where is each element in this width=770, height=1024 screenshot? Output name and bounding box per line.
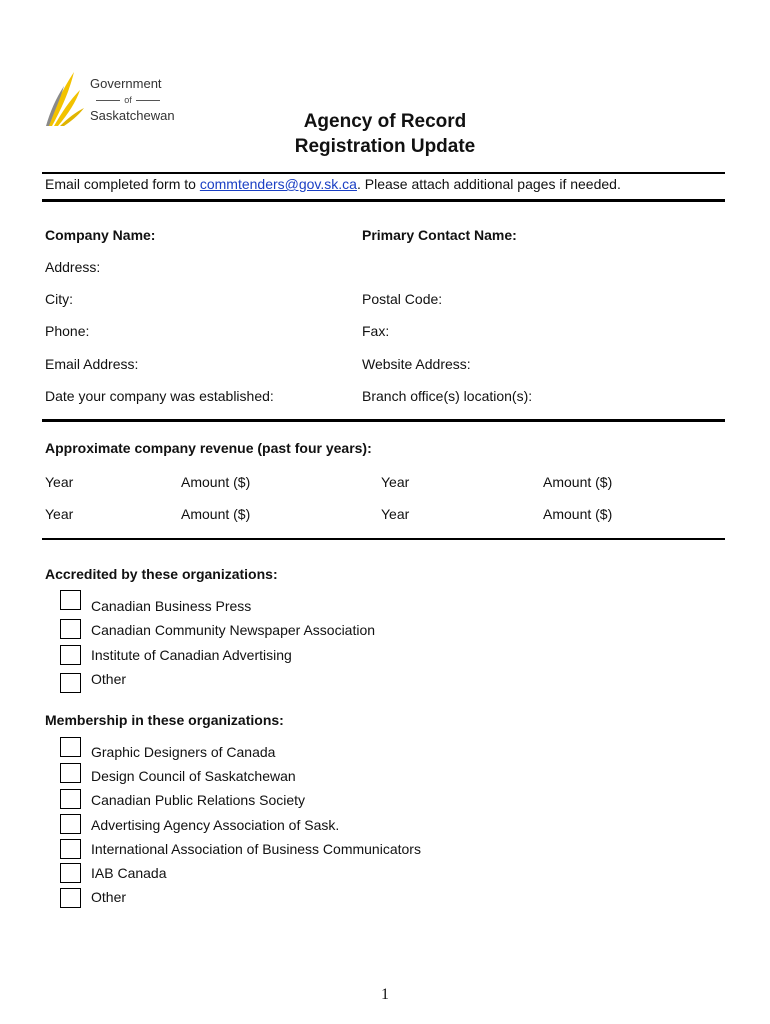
company-name-label: Company Name: [45, 227, 156, 243]
membership-checkbox-2[interactable] [60, 763, 81, 783]
primary-contact-label: Primary Contact Name: [362, 227, 517, 243]
revenue-amount-2: Amount ($) [543, 474, 613, 490]
page-number: 1 [381, 986, 389, 1003]
accredited-checkbox-1[interactable] [60, 590, 81, 610]
divider [42, 172, 725, 174]
membership-checkbox-1[interactable] [60, 737, 81, 757]
email-link[interactable]: commtenders@gov.sk.ca [199, 176, 357, 192]
email-address-label: Email Address: [45, 356, 139, 372]
logo-line-3: Saskatchewan [90, 108, 175, 123]
divider [42, 199, 725, 202]
revenue-amount-4: Amount ($) [543, 506, 613, 522]
revenue-year-4: Year [381, 506, 410, 522]
logo-line-2: of [90, 92, 166, 108]
divider [42, 419, 725, 422]
city-label: City: [45, 291, 73, 307]
fax-label: Fax: [362, 323, 390, 339]
membership-heading: Membership in these organizations: [45, 712, 284, 728]
instructions [45, 176, 621, 192]
accredited-heading: Accredited by these organizations: [45, 566, 278, 582]
divider [42, 538, 725, 540]
membership-checkbox-7[interactable] [60, 888, 81, 908]
membership-item-3: Canadian Public Relations Society [91, 792, 306, 808]
instructions-prefix: Email completed form to [45, 176, 200, 192]
government-logo [44, 68, 184, 134]
date-established-label: Date your company was established: [45, 388, 274, 404]
membership-checkbox-4[interactable] [60, 814, 81, 834]
accredited-item-4: Other [91, 671, 127, 687]
revenue-heading: Approximate company revenue (past four years): [45, 440, 372, 456]
address-label: Address: [45, 259, 101, 275]
accredited-item-3: Institute of Canadian Advertising [91, 647, 292, 663]
membership-item-1: Graphic Designers of Canada [91, 744, 276, 760]
revenue-amount-3: Amount ($) [181, 506, 251, 522]
membership-item-2: Design Council of Saskatchewan [91, 768, 296, 784]
accredited-checkbox-2[interactable] [60, 619, 81, 639]
title-line-2: Registration Update [294, 136, 476, 157]
website-label: Website Address: [362, 356, 471, 372]
membership-item-7: Other [91, 889, 127, 905]
membership-item-4: Advertising Agency Association of Sask. [91, 817, 340, 833]
membership-checkbox-6[interactable] [60, 863, 81, 883]
form-title [200, 109, 570, 159]
wheat-sheaf-icon [44, 68, 88, 130]
logo-line-1: Government [90, 76, 162, 91]
phone-label: Phone: [45, 323, 90, 339]
accredited-item-2: Canadian Community Newspaper Association [91, 622, 376, 638]
accredited-checkbox-3[interactable] [60, 645, 81, 665]
revenue-year-2: Year [381, 474, 410, 490]
revenue-year-1: Year [45, 474, 74, 490]
membership-item-6: IAB Canada [91, 865, 167, 881]
membership-checkbox-3[interactable] [60, 789, 81, 809]
membership-checkbox-5[interactable] [60, 839, 81, 859]
accredited-checkbox-4[interactable] [60, 673, 81, 693]
revenue-year-3: Year [45, 506, 74, 522]
membership-item-5: International Association of Business Communicators [91, 841, 421, 857]
title-line-1: Agency of Record [303, 111, 467, 132]
revenue-amount-1: Amount ($) [181, 474, 251, 490]
accredited-item-1: Canadian Business Press [91, 598, 252, 614]
postal-code-label: Postal Code: [362, 291, 443, 307]
instructions-suffix: . Please attach additional pages if needed. [356, 176, 621, 192]
branch-offices-label: Branch office(s) location(s): [362, 388, 533, 404]
